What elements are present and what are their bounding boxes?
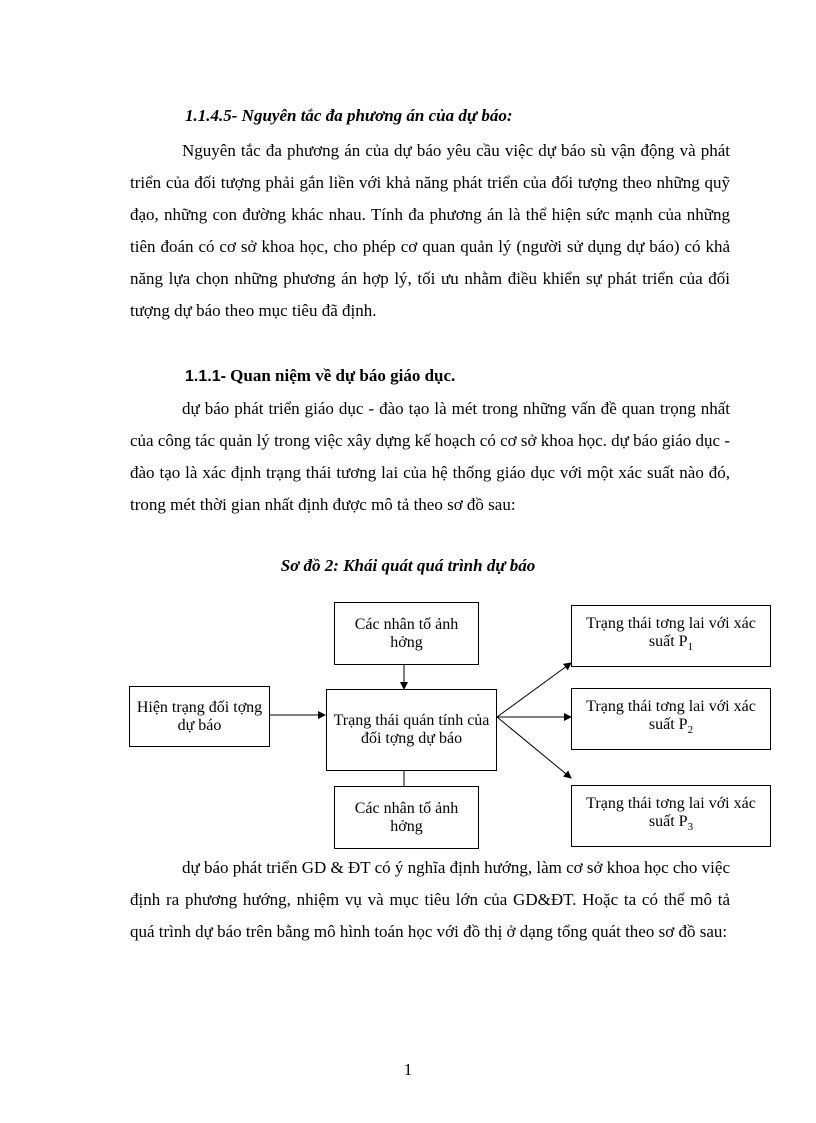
future-state-box-1 xyxy=(571,605,771,667)
paragraph-education-forecast xyxy=(130,393,730,521)
heading-text: Quan niệm về dự báo giáo dục. xyxy=(230,366,456,385)
factor-box-top: Các nhân tố ảnh hởng xyxy=(334,602,479,665)
future-state-box-3 xyxy=(571,785,771,847)
arrow-inertia-to-outcome-1 xyxy=(497,663,571,717)
paragraph-forecast-meaning xyxy=(130,852,730,948)
inertia-state-box: Trạng thái quán tính của đối tợng dự báo xyxy=(326,689,497,771)
probability-subscript: 3 xyxy=(687,821,694,834)
future-state-label: Trạng thái tơng lai với xác suất P xyxy=(586,615,756,651)
probability-subscript: 1 xyxy=(687,641,694,654)
diagram-caption: Sơ đồ 2: Khái quát quá trình dự báo xyxy=(280,556,536,575)
arrow-inertia-to-outcome-3 xyxy=(497,717,571,778)
page-number: 1 xyxy=(403,1060,413,1079)
paragraph-text: Nguyên tắc đa phương án của dự báo yêu cầu việc dự báo sù vận động và phát triển của đối tượng phải gắn liền với khả năng phát triển của đối tượng theo những quỹ đạo, những con đường khác nhau. Tính đa phương án là thể hiện sức mạnh của những tiên đoán có cơ sở khoa học, cho phép cơ quan quản lý (người sử dụng dự báo) có khả năng lựa chọn những phương án hợp lý, tối ưu nhằm điều khiển sự phát triển của đối tượng dự báo theo mục tiêu đã định. xyxy=(130,141,730,320)
future-state-label: Trạng thái tơng lai với xác suất P xyxy=(586,795,756,831)
future-state-box-2 xyxy=(571,688,771,750)
section-heading-education-forecast xyxy=(185,366,455,386)
probability-subscript: 2 xyxy=(687,724,694,737)
factor-box-bottom: Các nhân tố ảnh hởng xyxy=(334,786,479,849)
paragraph-text: dự báo phát triển giáo dục - đào tạo là mét trong những vấn đề quan trọng nhất của công tác quản lý trong việc xây dựng kế hoạch có cơ sở khoa học. dự báo giáo dục - đào tạo là xác định trạng thái tương lai của hệ thống giáo dục với một xác suất nào đó, trong mét thời gian nhất định được mô tả theo sơ đồ sau: xyxy=(130,399,730,514)
paragraph-multi-option-principle xyxy=(130,135,730,327)
heading-number: 1.1.1- xyxy=(185,368,226,385)
section-heading-multi-option-principle: 1.1.4.5- Nguyên tắc đa phương án của dự báo: xyxy=(185,106,513,125)
paragraph-text: dự báo phát triển GD & ĐT có ý nghĩa định hướng, làm cơ sở khoa học cho việc định ra phương hướng, nhiệm vụ và mục tiêu lớn của GD&ĐT. Hoặc ta có thể mô tả quá trình dự báo trên bằng mô hình toán học với đồ thị ở dạng tổng quát theo sơ đồ sau: xyxy=(130,858,730,941)
current-state-box: Hiện trạng đối tợng dự báo xyxy=(129,686,270,747)
future-state-label: Trạng thái tơng lai với xác suất P xyxy=(586,698,756,734)
